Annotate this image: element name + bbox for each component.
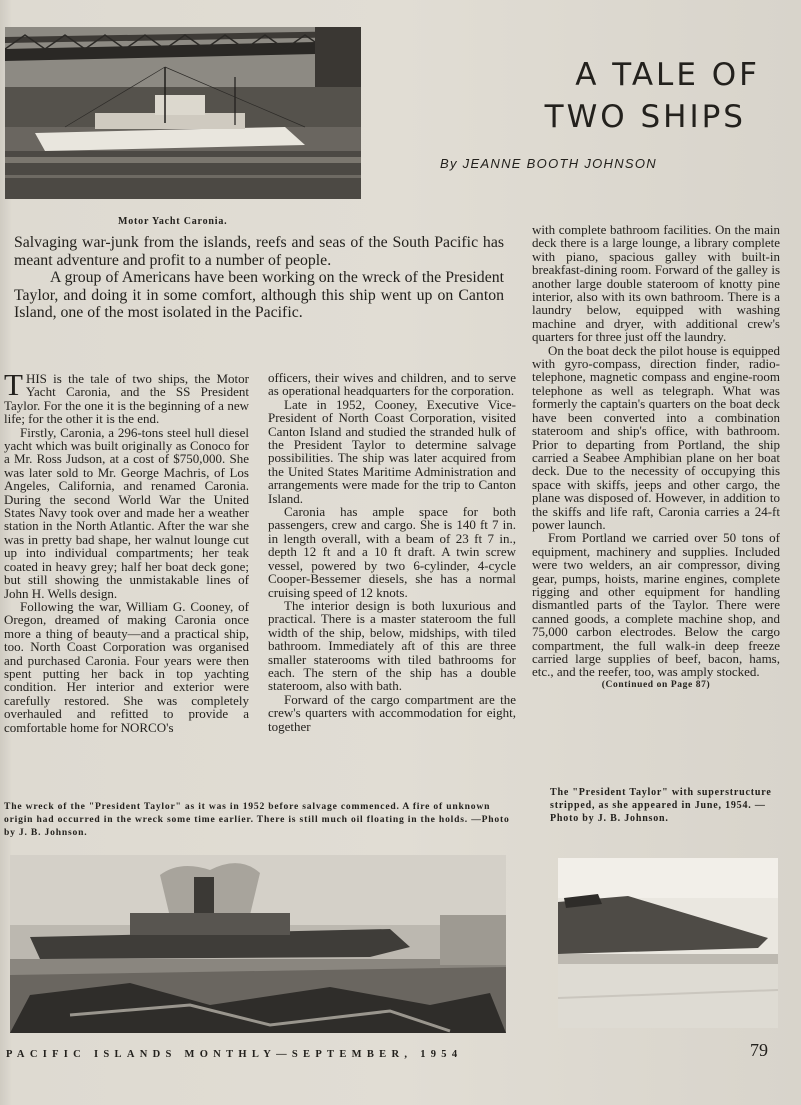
article-column-3 (532, 223, 780, 692)
col1-paragraph-3: Following the war, William G. Cooney, of Oregon, dreamed of making Caronia once more a thing of beauty—and a practical ship, too. North Coast Corporation was organised and purchased Caronia. Four years were then spent putting her back in top yachting condition. Her interior and exterior were carefully restored. She was completely overhauled and refitted to provide a comfortable home for NORCO's (4, 598, 249, 735)
page-number: 79 (750, 1040, 768, 1060)
col2-paragraph-4: The interior design is both luxurious and practical. There is a master stateroom the full width of the ship, below, midships, with tiled bathroom. Immediately aft of this are three smaller staterooms with tiled bathrooms for each. The stern of the ship has a double stateroom, also with bath. (268, 597, 516, 694)
col1-paragraph-1 (4, 367, 249, 427)
article-title-line2: TWO SHIPS (544, 99, 746, 135)
col3-paragraph-2: On the boat deck the pilot house is equipped with gyro-compass, direction finder, radio-telephone, magnetic compass and engine-room telephone as well as telegraph. What was formerly the captain's quarters on the boat deck have been converted into a combination stateroom and ship's office, with bathroom. Prior to departing from Portland, the ship carried a Seabee Amphibian plane on her boat deck. Due to the necessity of occupying this space with skiffs, jeeps and other cargo, the plane was disposed of. However, in addition to the skiffs and life raft, Caronia carries a 24-ft power launch. (532, 342, 780, 532)
col2-paragraph-5: Forward of the cargo compartment are the crew's quarters with accommodation for eight, together (268, 691, 516, 734)
article-column-1 (4, 367, 249, 735)
col2-paragraph-1: officers, their wives and children, and to serve as operational headquarters for the corporation. (268, 370, 516, 399)
col2-paragraph-2: Late in 1952, Cooney, Executive Vice-President of North Coast Corporation, visited Canton Island and studied the stranded hulk of the President Taylor to determine salvage possibilities. The ship was later acquired from the United States Maritime Administration and arrangements were made for the trip to Canton Island. (268, 396, 516, 506)
col3-paragraph-1: with complete bathroom facilities. On the main deck there is a large lounge, a library complete with piano, spacious galley with built-in breakfast-dining room. Forward of the galley is another large double stateroom of knotty pine interior, also with its own bathroom. There is a laundry below, equipped with washing machine and dryer, with additional crew's quarters for three just off the laundry. (532, 222, 780, 345)
col1-paragraph-1-text: HIS is the tale of two ships, the Motor Yacht Caronia, and the SS President Taylor. For the one it is the beginning of a new life; for the other it is the end. (4, 371, 249, 427)
article-byline: By JEANNE BOOTH JOHNSON (440, 156, 657, 171)
col1-paragraph-2: Firstly, Caronia, a 296-tons steel hull diesel yacht which was built originally as Conoco for a Mr. Ross Judson, at a cost of $750,000. She was later sold to Mr. George Machris, of Los Angeles, California, and renamed Caronia. During the second World War the United States Navy took over and made her a weather station in the North Atlantic. After the war she was in pretty bad shape, her walnut lounge cut up into individual compartments; her teak coated in heavy grey; half her boat deck gone; but still showing the unmistakable lines of John H. Wells design. (4, 424, 249, 601)
stripped-hulk-photo-image (558, 858, 778, 1028)
col3-paragraph-3: From Portland we carried over 50 tons of equipment, machinery and supplies. Included were two welders, an air compressor, diving gear, pumps, hoists, marine engines, complete rigging and other equipment for handling dismantled parts of the Taylor. There were canned goods, a complete machine shop, and 75,000 carbon electrodes. Below the cargo compartment, the full walk-in deep freeze carried large supplies of beef, bacon, hams, etc., and the reefer, too, was amply stocked. (532, 530, 780, 680)
lead-paragraph-2: A group of Americans have been working on the wreck of the President Taylor, and doing it in some comfort, although this ship went up on Canton Island, one of the most isolated in the Pacific. (14, 269, 504, 322)
wreck-photo-caption: The wreck of the "President Taylor" as it was in 1952 before salvage commenced. A fire of unknown origin had occurred in the wreck some time earlier. There is still much oil floating in the holds. —Photo by J. B. Johnson. (4, 801, 510, 838)
wreck-photo (10, 855, 506, 1033)
continued-note: (Continued on Page 87) (601, 679, 711, 690)
stripped-photo-caption: The "President Taylor" with superstructure stripped, as she appeared in June, 1954. —Photo by J. B. Johnson. (550, 787, 772, 824)
article-title-line1: A TALE OF (575, 57, 760, 93)
col2-paragraph-3: Caronia has ample space for both passengers, crew and cargo. She is 140 ft 7 in. in length overall, with a beam of 23 ft 7 in., depth 12 ft and a 10 ft draft. A twin screw vessel, powered by two 6-cylinder, 4-cycle Cooper-Bessemer diesels, she has a normal cruising speed of 12 knots. (268, 504, 516, 600)
stripped-hulk-photo (558, 858, 778, 1028)
lead-paragraph-1: Salvaging war-junk from the islands, reefs and seas of the South Pacific has meant adventure and profit to a number of people. (14, 234, 504, 269)
yacht-photo-image (5, 27, 361, 199)
dropcap: T (4, 367, 23, 402)
publication-footer: PACIFIC ISLANDS MONTHLY—SEPTEMBER, 1954 (6, 1049, 463, 1060)
top-photo-caption: Motor Yacht Caronia. (118, 216, 228, 227)
lead-paragraphs (14, 234, 504, 322)
article-column-2 (268, 371, 516, 733)
yacht-photo (5, 27, 361, 199)
wreck-photo-image (10, 855, 506, 1033)
